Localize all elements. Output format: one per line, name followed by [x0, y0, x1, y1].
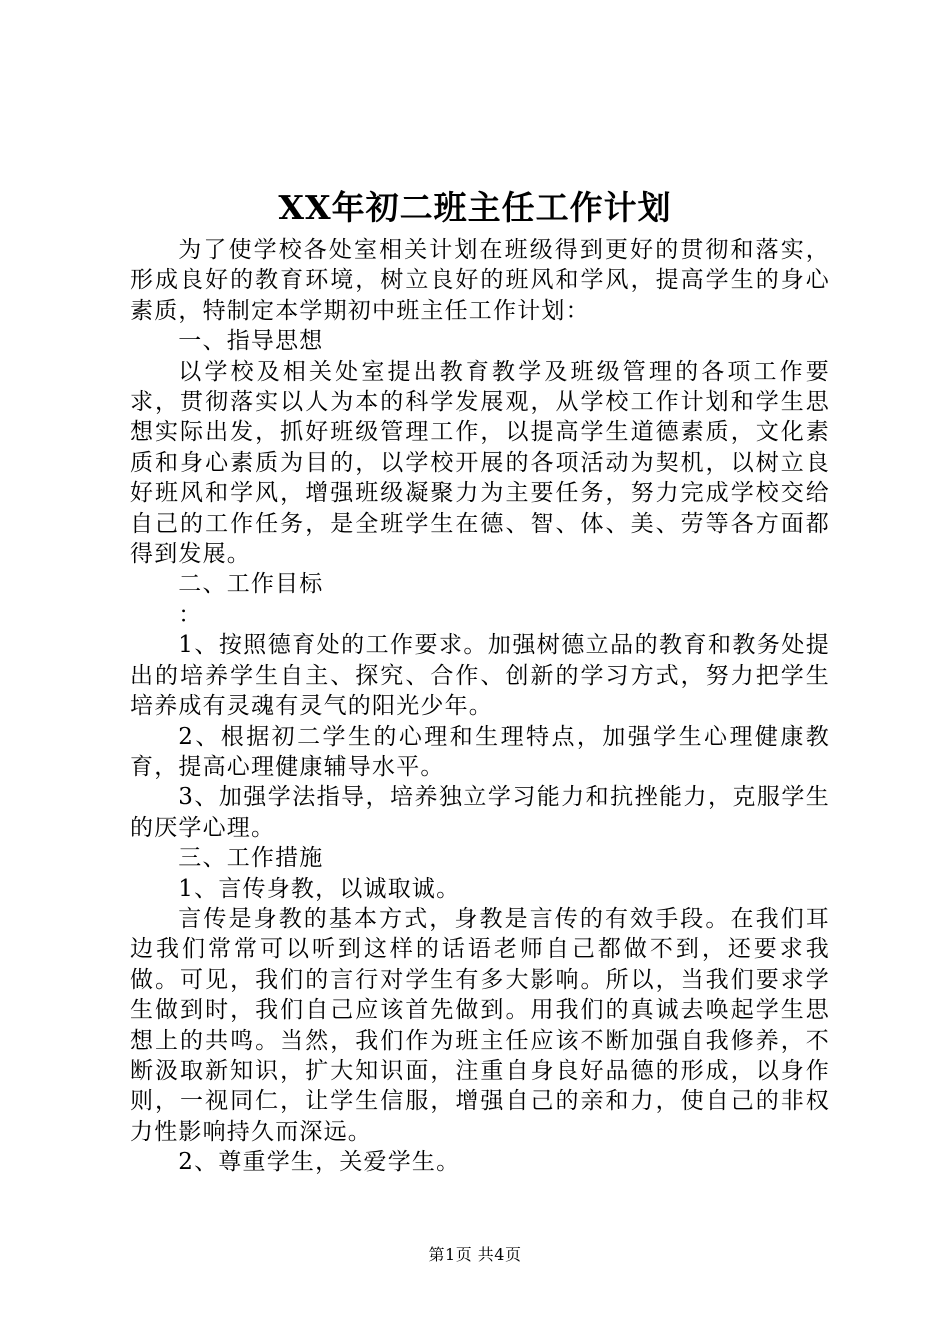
measure-item-1-paragraph: 言传是身教的基本方式，身教是言传的有效手段。在我们耳边我们常常可以听到这样的话语老师自己都做不到，还要求我做。可见，我们的言行对学生有多大影响。所以，当我们要求学生做到时，我们自己应该首先做到。用我们的真诚去唤起学生思想上的共鸣。当然，我们作为班主任应该不断加强自我修养，不断汲取新知识，扩大知识面，注重自身良好品德的形成，以身作则，一视同仁，让学生信服，增强自己的亲和力，使自己的非权力性影响持久而深远。	[130, 905, 830, 1145]
measure-item-1-heading: 1、言传身教，以诚取诚。	[178, 875, 461, 902]
section-heading-work-goals: 二、工作目标	[178, 571, 324, 598]
section-heading-guiding-thought: 一、指导思想	[178, 328, 324, 355]
page-footer: 第1页 共4页	[428, 1245, 522, 1264]
goal-item-1: 1、按照德育处的工作要求。加强树德立品的教育和教务处提出的培养学生自主、探究、合作、创新的学习方式，努力把学生培养成有灵魂有灵气的阳光少年。	[130, 632, 830, 720]
intro-paragraph: 为了使学校各处室相关计划在班级得到更好的贯彻和落实，形成良好的教育环境，树立良好的班风和学风，提高学生的身心素质，特制定本学期初中班主任工作计划：	[130, 237, 830, 324]
guiding-thought-paragraph: 以学校及相关处室提出教育教学及班级管理的各项工作要求，贯彻落实以人为本的科学发展观，从学校工作计划和学生思想实际出发，抓好班级管理工作，以提高学生道德素质，文化素质和身心素质为目的，以学校开展的各项活动为契机，以树立良好班风和学风，增强班级凝聚力为主要任务，努力完成学校交给自己的工作任务，是全班学生在德、智、体、美、劳等各方面都得到发展。	[130, 358, 830, 568]
colon-line: ：	[178, 601, 203, 628]
measure-item-2-heading: 2、尊重学生，关爱学生。	[178, 1149, 461, 1176]
document-body	[130, 235, 830, 1178]
goal-item-3: 3、加强学法指导，培养独立学习能力和抗挫能力，克服学生的厌学心理。	[130, 784, 830, 841]
goal-item-2: 2、根据初二学生的心理和生理特点，加强学生心理健康教育，提高心理健康辅导水平。	[130, 723, 830, 780]
section-heading-work-measures: 三、工作措施	[178, 845, 324, 872]
document-title: XX年初二班主任工作计划	[278, 188, 672, 227]
